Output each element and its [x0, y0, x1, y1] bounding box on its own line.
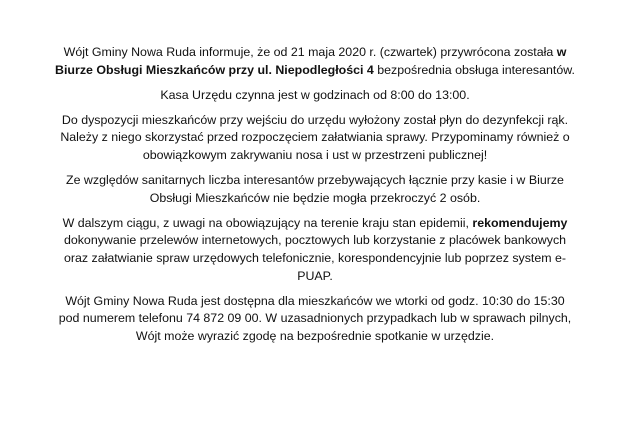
recommendation-text-start: W dalszym ciągu, z uwagi na obowiązujący na terenie kraju stan epidemii, [62, 215, 473, 230]
paragraph-office-hours: Wójt Gminy Nowa Ruda jest dostępna dla mieszkańców we wtorki od godz. 10:30 do 15:30 pod numerem telefonu 74 872 09 00. W uzasadnionych przypadkach lub w sprawach pilnych, Wójt może wyrazić zgodę na bezpośrednie spotkanie w urzędzie. [58, 293, 572, 343]
paragraph-visitor-limit: Ze względów sanitarnych liczba interesantów przebywających łącznie przy kasie i w Biurze Obsługi Mieszkańców nie będzie mogła przekroczyć 2 osób. [66, 173, 564, 205]
paragraph-disinfection: Do dyspozycji mieszkańców przy wejściu do urzędu wyłożony został płyn do dezynfekcji rąk. Należy z niego skorzystać przed rozpoczęciem załatwiania sprawy. Przypominamy również o obowiązkowym zakrywaniu nosa i ust w przestrzeni publicznej! [60, 112, 570, 162]
paragraph-reopening [55, 44, 575, 79]
paragraph-recommendation [55, 215, 575, 285]
reopening-text-start: Wójt Gminy Nowa Ruda informuje, że od 21 maja 2020 r. (czwartek) przywrócona została [63, 45, 557, 59]
recommendation-text-end: dokonywanie przelewów internetowych, pocztowych lub korzystanie z placówek bankowych oraz załatwianie spraw urzędowych telefonicznie, korespondencyjnie lub poprzez system e-PUAP. [63, 233, 567, 283]
paragraph-cash-hours: Kasa Urzędu czynna jest w godzinach od 8:00 do 13:00. [160, 87, 470, 102]
reopening-text-end: bezpośrednia obsługa interesantów. [373, 62, 575, 77]
office-location: w Biurze Obsługi Mieszkańców przy ul. Niepodległości 4 [55, 45, 567, 77]
recommendation-keyword: rekomendujemy [472, 215, 568, 230]
announcement-document [55, 44, 575, 353]
